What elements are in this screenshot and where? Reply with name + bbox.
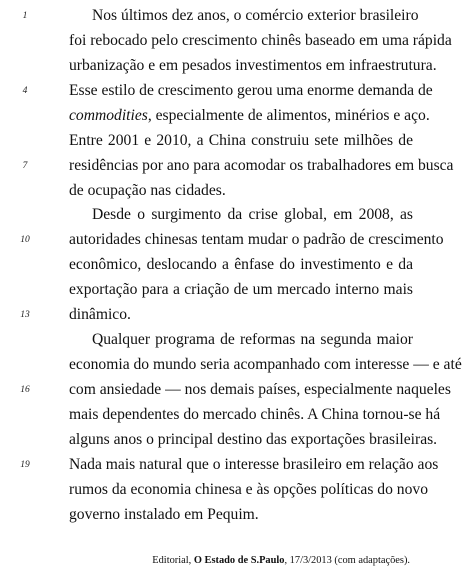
text-line: urbanização e em pesados investimentos em infraestrutura.: [69, 57, 437, 74]
source-prefix: Editorial,: [152, 555, 194, 566]
source-publication: O Estado de S.Paulo: [193, 555, 285, 566]
text-line: Esse estilo de crescimento gerou uma enorme demanda de: [69, 82, 433, 99]
text-line: com ansiedade — nos demais países, especialmente naqueles: [69, 381, 451, 398]
text-line: Nos últimos dez anos, o comércio exterior brasileiro: [92, 7, 419, 24]
line-number: 1: [22, 11, 28, 21]
text-line: Desde o surgimento da crise global, em 2008, as: [92, 206, 413, 223]
text-line: autoridades chinesas tentam mudar o padrão de crescimento: [69, 231, 444, 248]
text-line: residências por ano para acomodar os trabalhadores em busca: [69, 157, 454, 174]
line-number: 4: [22, 86, 28, 96]
text-line: econômico, deslocando a ênfase do investimento e da: [69, 256, 413, 273]
line-number: 19: [20, 460, 30, 470]
text-line: economia do mundo seria acompanhado com interesse — e até: [69, 356, 462, 373]
source-citation: [152, 554, 410, 568]
text-line: [69, 105, 430, 127]
text-line: rumos da economia chinesa e às opções políticas do novo: [69, 481, 428, 498]
text-line: alguns anos o principal destino das exportações brasileiras.: [69, 431, 438, 448]
text-line: dinâmico.: [69, 306, 131, 323]
commodities-term: commodities: [69, 107, 148, 124]
line-number: 16: [20, 385, 30, 395]
text-line-rest: , especialmente de alimentos, minérios e aço.: [147, 107, 430, 124]
text-line: exportação para a criação de um mercado interno mais: [69, 281, 413, 298]
text-line: Qualquer programa de reformas na segunda maior: [92, 331, 413, 348]
text-line: Nada mais natural que o interesse brasileiro em relação aos: [69, 456, 439, 473]
text-line: Entre 2001 e 2010, a China construiu sete milhões de: [69, 132, 413, 149]
text-line: foi rebocado pelo crescimento chinês baseado em uma rápida: [69, 32, 452, 49]
text-line: governo instalado em Pequim.: [69, 506, 259, 523]
text-line: mais dependentes do mercado chinês. A China tornou-se há: [69, 406, 441, 423]
text-line: de ocupação nas cidades.: [69, 182, 226, 199]
line-number: 7: [22, 161, 28, 171]
line-number: 10: [20, 235, 30, 245]
line-number: 13: [20, 310, 30, 320]
source-suffix: , 17/3/2013 (com adaptações).: [284, 555, 410, 566]
